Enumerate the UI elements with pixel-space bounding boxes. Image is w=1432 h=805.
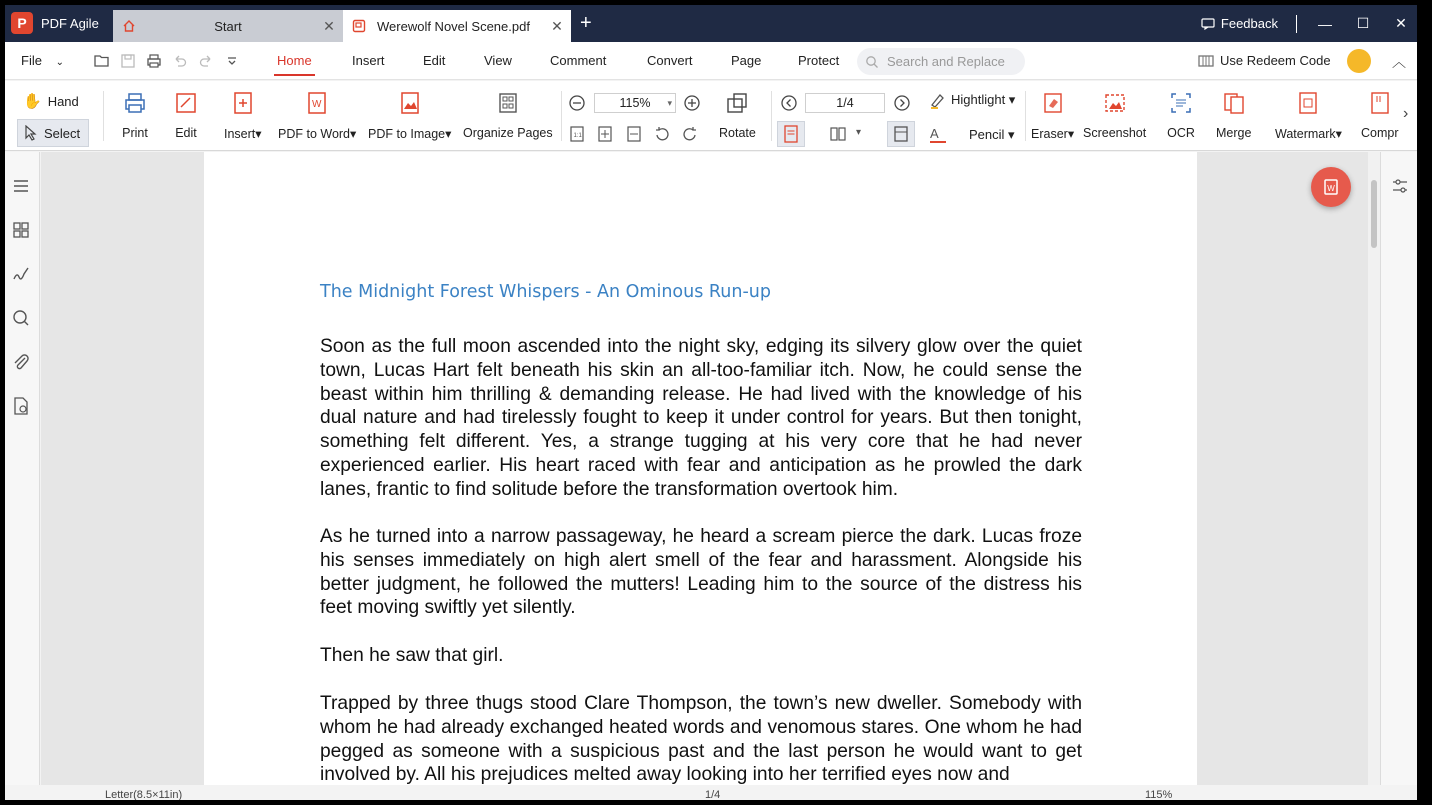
menu-comment[interactable]: Comment: [550, 53, 607, 68]
pdf-page: [204, 152, 1197, 792]
fit-width-icon[interactable]: [625, 125, 643, 143]
highlight-label: Hightlight ▾: [951, 92, 1016, 107]
eraser-button[interactable]: [1031, 89, 1074, 141]
search-input[interactable]: [857, 48, 1025, 75]
menu-edit[interactable]: Edit: [423, 53, 446, 68]
insert-page-icon: [229, 89, 257, 117]
screenshot-icon: [1101, 89, 1129, 117]
print-label: Print: [122, 126, 148, 140]
menu-page[interactable]: Page: [731, 53, 762, 68]
attachment-icon[interactable]: [11, 352, 31, 372]
menu-protect[interactable]: Protect: [798, 53, 840, 68]
divider: [1025, 91, 1026, 141]
hand-icon: ✋: [23, 93, 42, 110]
paragraph: Then he saw that girl.: [320, 645, 504, 666]
status-page-indicator: 1/4: [705, 789, 721, 800]
search-icon[interactable]: [11, 308, 31, 328]
undo-icon[interactable]: [171, 52, 189, 70]
menu-convert[interactable]: Convert: [647, 53, 693, 68]
close-icon[interactable]: ✕: [551, 17, 563, 34]
continuous-view-button[interactable]: [887, 121, 915, 147]
organize-label: Organize Pages: [463, 126, 553, 140]
window-controls: [1201, 5, 1411, 42]
svg-text:W: W: [1327, 184, 1335, 193]
app-name: PDF Agile: [41, 15, 99, 31]
menu-bar: [5, 42, 1417, 80]
svg-text:1:1: 1:1: [573, 133, 582, 139]
redeem-label: Use Redeem Code: [1220, 53, 1331, 68]
ocr-icon: [1167, 89, 1195, 117]
double-page-icon[interactable]: [829, 125, 847, 143]
rotate-left-icon[interactable]: [653, 125, 671, 143]
zoom-select[interactable]: [594, 93, 676, 113]
document-properties-icon[interactable]: [11, 396, 31, 416]
customize-icon[interactable]: [223, 52, 241, 70]
select-tool-button[interactable]: [17, 119, 89, 147]
insert-button[interactable]: [224, 89, 262, 141]
close-window-icon[interactable]: ✕: [1395, 15, 1407, 31]
app-window: [5, 5, 1417, 800]
edit-icon: [172, 89, 200, 117]
edit-label: Edit: [175, 126, 197, 140]
compress-button[interactable]: [1361, 89, 1399, 140]
ticket-icon: [1198, 54, 1214, 68]
screenshot-button[interactable]: [1083, 89, 1146, 140]
merge-label: Merge: [1216, 126, 1252, 140]
hand-label: Hand: [47, 93, 79, 109]
search-icon: [865, 55, 879, 69]
svg-text:W: W: [312, 99, 322, 110]
single-page-view-button[interactable]: [777, 121, 805, 147]
single-page-icon: [778, 122, 804, 146]
word-icon: [303, 89, 331, 117]
feedback-icon: [1201, 18, 1215, 30]
highlight-button[interactable]: [929, 91, 1015, 109]
pencil-button[interactable]: [969, 127, 1015, 143]
redo-icon[interactable]: [197, 52, 215, 70]
menu-icon[interactable]: [11, 176, 31, 196]
merge-icon: [1220, 89, 1248, 117]
pdf-to-word-button[interactable]: [278, 89, 356, 141]
ribbon-toolbar: [5, 81, 1417, 151]
paragraph: Soon as the full moon ascended into the night sky, edging its silvery glow over the quiet town, Lucas Hart felt beneath his skin an all-too-familiar itch. Now, he could sense the beast within him thrilling & demanding release. He had lived with the knowledge of his dual nature and had tirelessly fought to keep it under control for years. But then tonight, something felt different. Yes, a strange tugging at his very core that he had never experienced earlier. His heart raced with fear and anticipation as he prowled the dark lanes, frantic to find solitude before the transformation overtook him.: [320, 336, 1082, 500]
rotate-page-icon: [723, 89, 751, 117]
new-tab-icon[interactable]: +: [580, 12, 592, 34]
file-menu[interactable]: [21, 53, 64, 68]
paragraph: Trapped by three thugs stood Clare Thompson, the town’s new dweller. Somebody with whom he had already exchanged heated words and venomous stares. One whom he had pegged as someone with a suspicious past and the last person he would want to get involved by. All his prejudices melted away looking into her terrified eyes now and: [320, 693, 1082, 786]
avatar[interactable]: [1347, 49, 1371, 73]
svg-text:A: A: [930, 126, 939, 141]
grid-icon: [494, 89, 522, 117]
print-icon: [121, 89, 149, 117]
open-folder-icon[interactable]: [93, 52, 111, 70]
status-zoom: 115%: [1145, 789, 1173, 800]
watermark-button[interactable]: [1275, 89, 1342, 141]
eraser-icon: [1039, 89, 1067, 117]
print-icon[interactable]: [145, 52, 163, 70]
redeem-code-button[interactable]: [1198, 53, 1331, 68]
convert-to-word-button[interactable]: [1311, 167, 1351, 207]
cursor-icon: [24, 125, 38, 141]
feedback-label: Feedback: [1220, 16, 1278, 31]
pdf-agile-logo-icon: P: [11, 12, 33, 34]
insert-label: Insert▾: [224, 127, 262, 141]
chevron-up-icon[interactable]: ︿: [1392, 54, 1406, 70]
quick-access: [93, 52, 241, 70]
maximize-icon[interactable]: ☐: [1356, 15, 1370, 31]
menu-view[interactable]: View: [484, 53, 512, 68]
actual-size-icon[interactable]: [568, 125, 586, 143]
search-placeholder: Search and Replace: [887, 54, 1005, 69]
image-icon: [396, 89, 424, 117]
status-bar: [5, 785, 1417, 800]
tab-document[interactable]: [343, 10, 571, 42]
divider: [561, 91, 562, 141]
pdf-to-image-label: PDF to Image▾: [368, 127, 452, 141]
merge-button[interactable]: [1216, 89, 1251, 140]
title-bar: [5, 5, 1417, 42]
chevron-right-icon[interactable]: ›: [1403, 105, 1417, 123]
continuous-scroll-icon: [888, 122, 914, 146]
close-icon[interactable]: ✕: [323, 17, 335, 34]
pencil-label: Pencil ▾: [969, 127, 1015, 142]
rotate-button[interactable]: [719, 89, 756, 140]
compress-label: Compr: [1361, 126, 1399, 140]
page-size: Letter(8.5×11in): [105, 789, 183, 800]
feedback-button[interactable]: [1201, 16, 1278, 31]
divider: [771, 91, 772, 141]
chevron-down-icon: ⌄: [55, 57, 64, 68]
word-convert-icon: [1321, 177, 1341, 197]
tab-start[interactable]: [113, 10, 343, 42]
rotate-label: Rotate: [719, 126, 756, 140]
signature-icon[interactable]: [11, 264, 31, 284]
vertical-scrollbar[interactable]: [1368, 152, 1380, 792]
scrollbar-thumb[interactable]: [1371, 180, 1377, 248]
zoom-value: 115%: [619, 96, 651, 110]
eraser-label: Eraser▾: [1031, 127, 1075, 141]
document-heading: The Midnight Forest Whispers - An Ominous Run-up: [320, 282, 771, 302]
tab-label: Werewolf Novel Scene.pdf: [377, 18, 530, 34]
compress-icon: [1366, 89, 1394, 117]
divider: [1296, 15, 1297, 33]
file-menu-label: File: [21, 53, 42, 68]
zoom-out-icon[interactable]: [568, 94, 586, 112]
home-icon: [121, 18, 137, 34]
edit-button[interactable]: [172, 89, 200, 140]
rotate-right-icon[interactable]: [681, 125, 699, 143]
text-style-icon[interactable]: [929, 125, 947, 145]
watermark-icon: [1294, 89, 1322, 117]
screenshot-label: Screenshot: [1083, 126, 1147, 140]
divider: [103, 91, 104, 141]
chevron-down-icon: ▾: [667, 97, 672, 108]
ocr-label: OCR: [1167, 126, 1195, 140]
minimize-icon[interactable]: —: [1318, 15, 1332, 32]
previous-page-icon[interactable]: [780, 94, 798, 112]
watermark-label: Watermark▾: [1275, 127, 1342, 141]
brand: [11, 11, 99, 35]
tab-label: Start: [214, 18, 242, 34]
thumbnails-icon[interactable]: [11, 220, 31, 240]
hand-select-group: [17, 87, 89, 147]
next-page-icon[interactable]: [893, 94, 911, 112]
page-number-input[interactable]: [805, 93, 885, 113]
select-label: Select: [44, 125, 81, 141]
fit-page-icon[interactable]: [596, 125, 614, 143]
ocr-button[interactable]: [1167, 89, 1195, 140]
paragraph: As he turned into a narrow passageway, he heard a scream pierce the dark. Lucas froze his senses immediately on high alert smell of the fear and harassment. Alongside his better judgment, he followed the mutters! Leading him to the source of the distress his feet moving swiftly yet silently.: [320, 526, 1082, 619]
pdf-file-icon: [351, 18, 367, 34]
settings-sliders-icon[interactable]: [1390, 176, 1410, 196]
pdf-to-word-label: PDF to Word▾: [278, 127, 357, 141]
left-sidebar: [5, 152, 40, 792]
save-icon[interactable]: [119, 52, 137, 70]
chevron-down-icon[interactable]: ▾: [856, 127, 862, 138]
highlighter-icon: [929, 91, 947, 109]
document-viewport[interactable]: [41, 152, 1380, 792]
page-value: 1/4: [836, 96, 854, 110]
hand-tool-button[interactable]: [17, 87, 89, 115]
right-sidebar: [1380, 152, 1417, 792]
menu-insert[interactable]: Insert: [352, 53, 385, 68]
organize-pages-button[interactable]: [463, 89, 553, 140]
menu-home[interactable]: Home: [277, 53, 312, 68]
pdf-to-image-button[interactable]: [368, 89, 451, 141]
print-button[interactable]: [121, 89, 149, 140]
zoom-in-icon[interactable]: [683, 94, 701, 112]
